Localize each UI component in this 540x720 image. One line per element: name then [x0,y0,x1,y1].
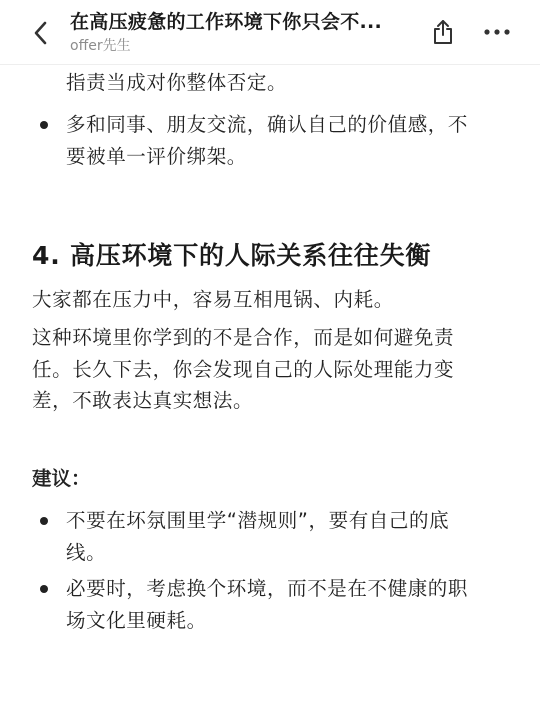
author-name[interactable]: offer先生 [70,38,131,54]
title-block [70,9,415,56]
bullet-continuation-text: 指责当成对你整体否定。 [66,71,288,94]
share-button[interactable] [428,16,458,48]
paragraph-text-line: 这种环境里你学到的不是合作，而是如何避免责 [32,326,455,349]
paragraph-text-line: 差，不敢表达真实想法。 [32,389,254,412]
bullet-text-line: 不要在坏氛围里学“潜规则”，要有自己的底 [66,509,450,532]
bullet-dot [40,517,48,525]
bullet-text-line: 多和同事、朋友交流，确认自己的价值感，不 [66,113,469,136]
share-icon [431,18,455,46]
chevron-left-icon [33,20,49,46]
top-nav-bar [0,0,540,65]
more-horizontal-icon [483,28,511,36]
suggestion-label: 建议： [32,467,91,490]
paragraph-text-line: 任。长久下去，你会发现自己的人际处理能力变 [32,358,455,381]
article-title[interactable]: 在高压疲惫的工作环境下你只会不... [70,11,383,33]
bullet-dot [40,121,48,129]
bullet-text-line: 必要时，考虑换个环境，而不是在不健康的职 [66,577,469,600]
bullet-text-line: 线。 [66,541,107,564]
more-button[interactable] [482,18,512,46]
section-heading: 4. 高压环境下的人际关系往往失衡 [32,241,432,270]
paragraph-text: 大家都在压力中，容易互相甩锅、内耗。 [32,288,394,311]
bullet-text-line: 要被单一评价绑架。 [66,145,247,168]
back-button[interactable] [26,18,56,48]
bullet-text-line: 场文化里硬耗。 [66,609,207,632]
bullet-dot [40,585,48,593]
